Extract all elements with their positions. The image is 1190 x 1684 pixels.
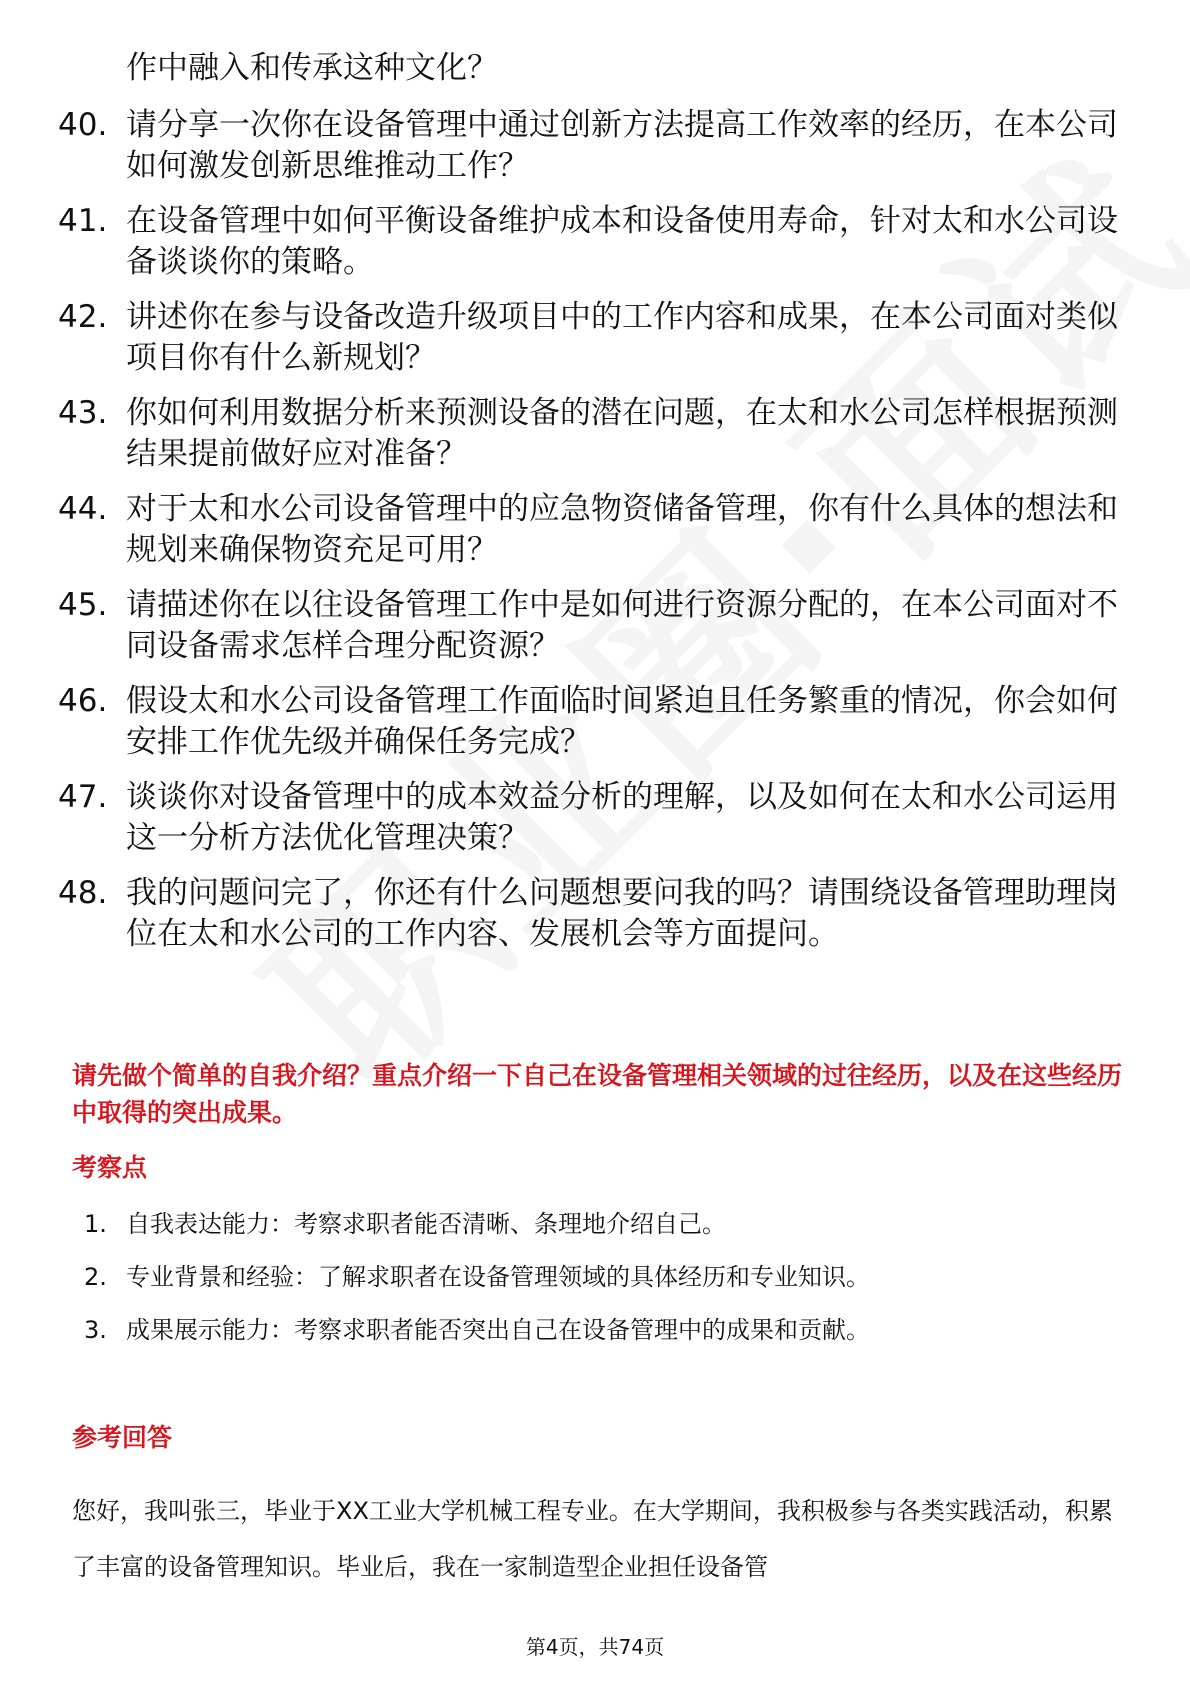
- point-text: 专业背景和经验：了解求职者在设备管理领域的具体经历和专业知识。: [126, 1263, 870, 1291]
- point-number: 3.: [84, 1316, 107, 1344]
- question-number: 48.: [58, 875, 108, 911]
- question-text: 请分享一次你在设备管理中通过创新方法提高工作效率的经历，在本公司如何激发创新思维推动工作？: [126, 107, 1118, 184]
- question-continuation: 作中融入和传承这种文化？: [126, 50, 498, 86]
- question-text: 请描述你在以往设备管理工作中是如何进行资源分配的，在本公司面对不同设备需求怎样合理分配资源？: [126, 587, 1118, 664]
- question-text: 对于太和水公司设备管理中的应急物资储备管理，你有什么具体的想法和规划来确保物资充足可用？: [126, 491, 1118, 568]
- assessment-points: [84, 1209, 870, 1368]
- list-item: [58, 585, 1138, 667]
- question-number: 46.: [58, 683, 108, 719]
- assessment-heading: 考察点: [72, 1153, 148, 1182]
- list-item: [58, 873, 1138, 955]
- question-number: 43.: [58, 395, 108, 431]
- list-item: [84, 1262, 870, 1315]
- list-item: [58, 297, 1138, 379]
- list-item: [84, 1315, 870, 1368]
- question-number: 40.: [58, 107, 108, 143]
- reference-answer: 您好，我叫张三，毕业于XX工业大学机械工程专业。在大学期间，我积极参与各类实践活动，积累了丰富的设备管理知识。毕业后，我在一家制造型企业担任设备管: [72, 1497, 1113, 1581]
- list-item: [58, 393, 1138, 475]
- question-text: 你如何利用数据分析来预测设备的潜在问题，在太和水公司怎样根据预测结果提前做好应对准备？: [126, 395, 1118, 472]
- featured-question: 请先做个简单的自我介绍？重点介绍一下自己在设备管理相关领域的过往经历，以及在这些经历中取得的突出成果。: [72, 1061, 1123, 1127]
- point-text: 成果展示能力：考察求职者能否突出自己在设备管理中的成果和贡献。: [126, 1316, 870, 1344]
- question-text: 谈谈你对设备管理中的成本效益分析的理解，以及如何在太和水公司运用这一分析方法优化管理决策？: [126, 779, 1118, 856]
- reference-heading: 参考回答: [72, 1423, 173, 1452]
- question-number: 41.: [58, 203, 108, 239]
- list-item: [58, 201, 1138, 283]
- list-item: [58, 105, 1138, 187]
- question-text: 在设备管理中如何平衡设备维护成本和设备使用寿命，针对太和水公司设备谈谈你的策略。: [126, 203, 1118, 280]
- point-number: 1.: [84, 1210, 107, 1238]
- question-text: 讲述你在参与设备改造升级项目中的工作内容和成果，在本公司面对类似项目你有什么新规划？: [126, 299, 1118, 376]
- point-number: 2.: [84, 1263, 107, 1291]
- question-number: 44.: [58, 491, 108, 527]
- question-text: 我的问题问完了，你还有什么问题想要问我的吗？请围绕设备管理助理岗位在太和水公司的工作内容、发展机会等方面提问。: [126, 875, 1118, 952]
- list-item: [58, 681, 1138, 763]
- question-number: 42.: [58, 299, 108, 335]
- question-text: 假设太和水公司设备管理工作面临时间紧迫且任务繁重的情况，你会如何安排工作优先级并确保任务完成？: [126, 683, 1118, 760]
- question-number: 45.: [58, 587, 108, 623]
- page-footer: 第4页，共74页: [525, 1635, 665, 1659]
- point-text: 自我表达能力：考察求职者能否清晰、条理地介绍自己。: [126, 1210, 726, 1238]
- question-number: 47.: [58, 779, 108, 815]
- list-item: [84, 1209, 870, 1262]
- list-item: [58, 777, 1138, 859]
- list-item: [58, 489, 1138, 571]
